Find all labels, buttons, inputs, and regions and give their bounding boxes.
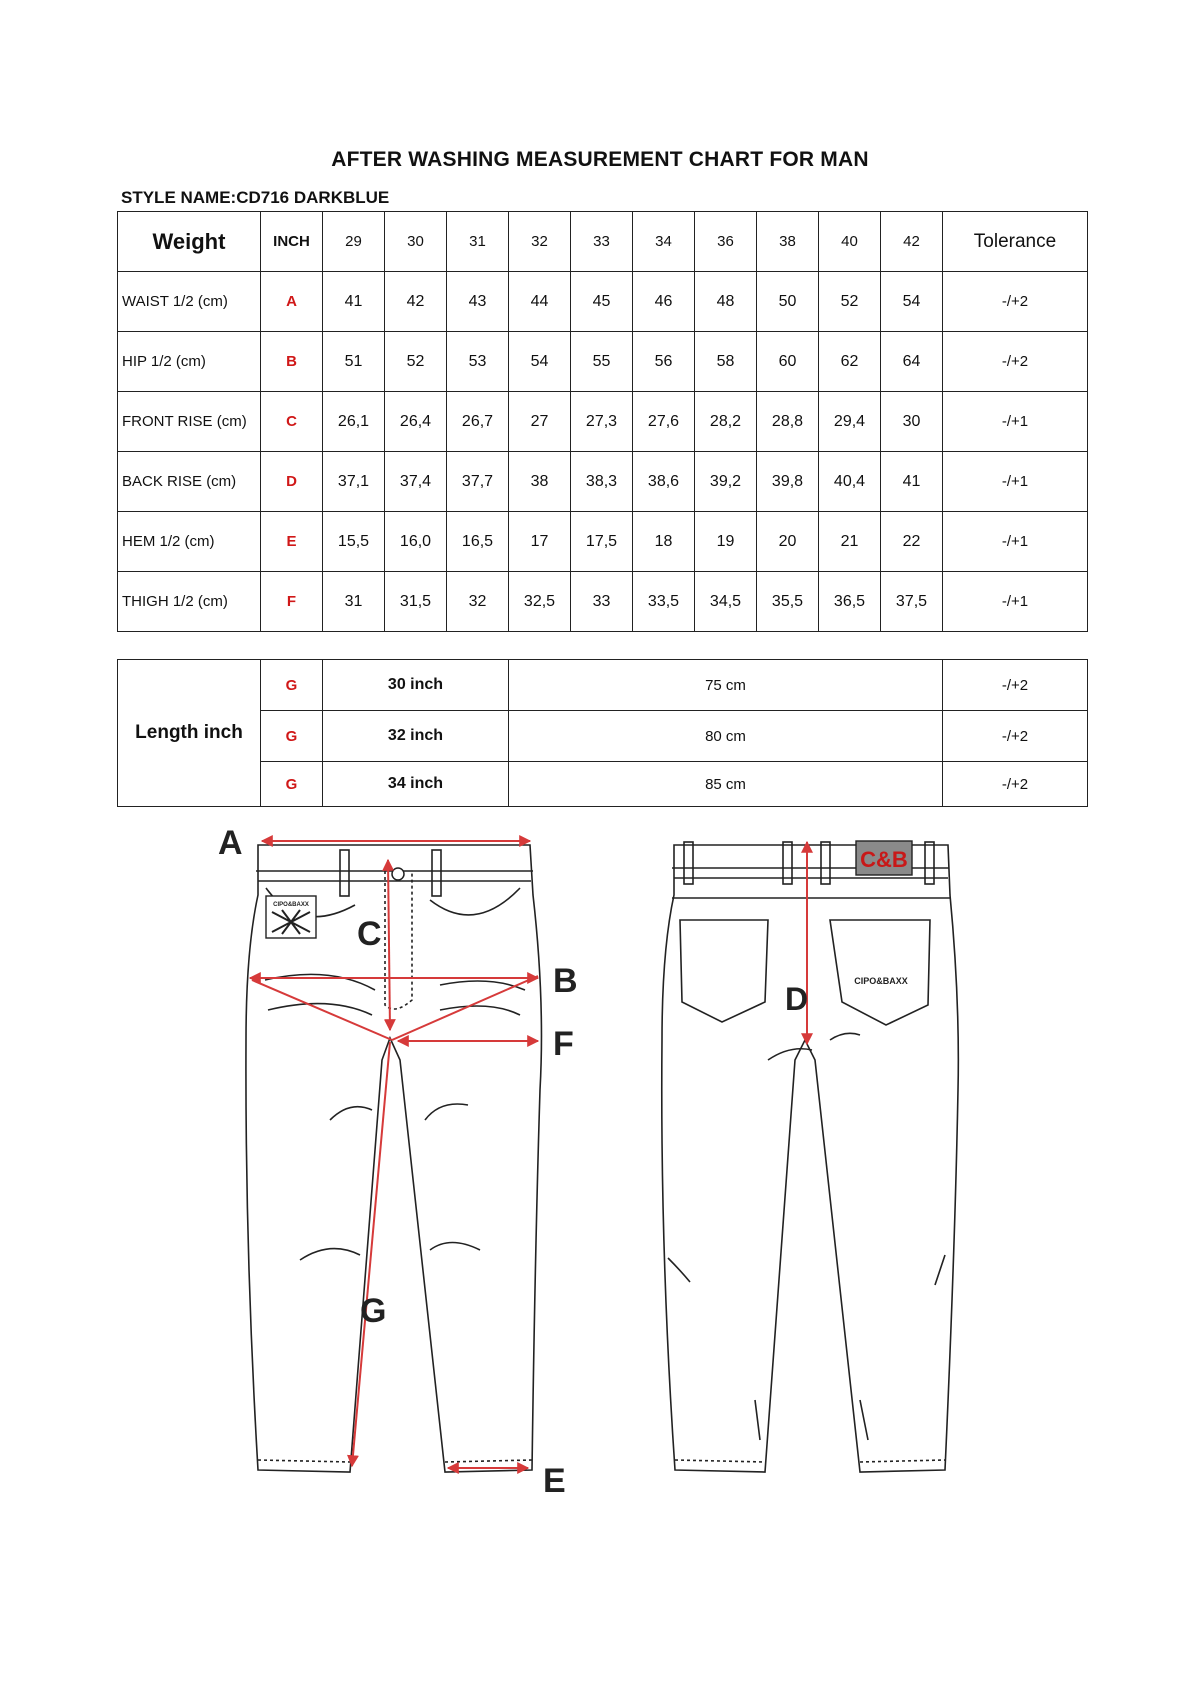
row-value: 40,4 <box>819 452 881 512</box>
marker-g: G <box>360 1292 387 1330</box>
measure-line-b-diag-2 <box>392 976 538 1040</box>
row-value: 31,5 <box>385 572 447 632</box>
row-value: 30 <box>881 392 943 452</box>
row-value: 21 <box>819 512 881 572</box>
row-value: 41 <box>323 272 385 332</box>
row-value: 31 <box>323 572 385 632</box>
row-value: 42 <box>385 272 447 332</box>
marker-b: B <box>553 962 578 1000</box>
row-value: 32,5 <box>509 572 571 632</box>
belt-loop <box>340 850 349 896</box>
row-value: 34,5 <box>695 572 757 632</box>
row-label: THIGH 1/2 (cm) <box>118 572 261 632</box>
row-value: 18 <box>633 512 695 572</box>
marker-c: C <box>357 915 382 953</box>
header-size: 29 <box>323 212 385 272</box>
row-label: HIP 1/2 (cm) <box>118 332 261 392</box>
back-left-pocket <box>680 920 768 1022</box>
length-tolerance: -/+2 <box>943 711 1088 762</box>
marker-d: D <box>785 981 809 1017</box>
row-value: 28,8 <box>757 392 819 452</box>
header-tolerance: Tolerance <box>943 212 1088 272</box>
header-size: 33 <box>571 212 633 272</box>
length-code: G <box>261 762 323 807</box>
row-code: B <box>261 332 323 392</box>
length-inch: 32 inch <box>323 711 509 762</box>
row-value: 27,6 <box>633 392 695 452</box>
row-value: 36,5 <box>819 572 881 632</box>
row-value: 29,4 <box>819 392 881 452</box>
page-title: AFTER WASHING MEASUREMENT CHART FOR MAN <box>331 148 869 171</box>
row-value: 26,7 <box>447 392 509 452</box>
row-code: F <box>261 572 323 632</box>
row-value: 19 <box>695 512 757 572</box>
row-value: 51 <box>323 332 385 392</box>
row-value: 26,1 <box>323 392 385 452</box>
row-value: 45 <box>571 272 633 332</box>
row-value: 27,3 <box>571 392 633 452</box>
row-tolerance: -/+2 <box>943 332 1088 392</box>
back-creases <box>668 1033 945 1440</box>
row-value: 37,1 <box>323 452 385 512</box>
length-tolerance: -/+2 <box>943 660 1088 711</box>
back-hem <box>675 1460 945 1462</box>
header-size: 40 <box>819 212 881 272</box>
row-value: 53 <box>447 332 509 392</box>
brand-patch <box>856 841 912 875</box>
row-code: A <box>261 272 323 332</box>
row-value: 38 <box>509 452 571 512</box>
length-code: G <box>261 711 323 762</box>
header-weight: Weight <box>118 212 261 272</box>
front-creases <box>265 974 525 1260</box>
header-size: 31 <box>447 212 509 272</box>
measure-line-b-diag-1 <box>252 980 392 1040</box>
row-value: 60 <box>757 332 819 392</box>
row-value: 20 <box>757 512 819 572</box>
row-value: 33,5 <box>633 572 695 632</box>
header-size: 36 <box>695 212 757 272</box>
row-label: FRONT RISE (cm) <box>118 392 261 452</box>
row-code: C <box>261 392 323 452</box>
button-icon <box>392 868 404 880</box>
header-inch: INCH <box>261 212 323 272</box>
header-size: 42 <box>881 212 943 272</box>
row-value: 50 <box>757 272 819 332</box>
row-value: 37,4 <box>385 452 447 512</box>
row-value: 28,2 <box>695 392 757 452</box>
row-value: 27 <box>509 392 571 452</box>
coin-pocket-label: CIPO&BAXX <box>273 902 309 908</box>
length-inch: 34 inch <box>323 762 509 807</box>
back-view-jeans <box>662 842 959 1472</box>
row-value: 54 <box>509 332 571 392</box>
front-view-jeans <box>246 845 542 1472</box>
header-size: 34 <box>633 212 695 272</box>
marker-f: F <box>553 1025 574 1063</box>
row-value: 26,4 <box>385 392 447 452</box>
row-code: E <box>261 512 323 572</box>
row-value: 44 <box>509 272 571 332</box>
length-cm: 75 cm <box>509 660 943 711</box>
back-outline <box>662 845 959 1472</box>
row-tolerance: -/+2 <box>943 272 1088 332</box>
row-value: 15,5 <box>323 512 385 572</box>
brand-patch-label: C&B <box>860 847 908 872</box>
row-tolerance: -/+1 <box>943 572 1088 632</box>
row-value: 62 <box>819 332 881 392</box>
row-value: 55 <box>571 332 633 392</box>
row-value: 52 <box>819 272 881 332</box>
row-value: 54 <box>881 272 943 332</box>
length-label: Length inch <box>118 660 261 807</box>
row-tolerance: -/+1 <box>943 452 1088 512</box>
measure-line-c <box>388 860 390 1030</box>
row-label: WAIST 1/2 (cm) <box>118 272 261 332</box>
row-value: 32 <box>447 572 509 632</box>
row-label: HEM 1/2 (cm) <box>118 512 261 572</box>
row-code: D <box>261 452 323 512</box>
row-tolerance: -/+1 <box>943 392 1088 452</box>
row-value: 38,3 <box>571 452 633 512</box>
row-value: 33 <box>571 572 633 632</box>
marker-a: A <box>218 824 243 862</box>
belt-loop <box>432 850 441 896</box>
style-name: STYLE NAME:CD716 DARKBLUE <box>121 188 390 207</box>
back-pocket-label: CIPO&BAXX <box>854 976 908 986</box>
coin-pocket-patch <box>266 896 316 938</box>
header-size: 30 <box>385 212 447 272</box>
front-outline <box>246 845 542 1472</box>
header-size: 32 <box>509 212 571 272</box>
row-value: 16,5 <box>447 512 509 572</box>
row-value: 41 <box>881 452 943 512</box>
row-tolerance: -/+1 <box>943 512 1088 572</box>
length-inch: 30 inch <box>323 660 509 711</box>
front-right-pocket <box>430 888 520 915</box>
length-tolerance: -/+2 <box>943 762 1088 807</box>
back-right-pocket <box>830 920 930 1025</box>
length-cm: 85 cm <box>509 762 943 807</box>
row-value: 16,0 <box>385 512 447 572</box>
row-value: 22 <box>881 512 943 572</box>
row-value: 64 <box>881 332 943 392</box>
row-value: 43 <box>447 272 509 332</box>
row-value: 58 <box>695 332 757 392</box>
row-value: 37,5 <box>881 572 943 632</box>
length-cm: 80 cm <box>509 711 943 762</box>
marker-e: E <box>543 1462 566 1500</box>
length-code: G <box>261 660 323 711</box>
row-value: 38,6 <box>633 452 695 512</box>
row-value: 48 <box>695 272 757 332</box>
header-size: 38 <box>757 212 819 272</box>
row-value: 52 <box>385 332 447 392</box>
row-value: 17,5 <box>571 512 633 572</box>
row-value: 17 <box>509 512 571 572</box>
row-value: 56 <box>633 332 695 392</box>
front-hem <box>258 1460 532 1462</box>
row-value: 39,2 <box>695 452 757 512</box>
row-value: 46 <box>633 272 695 332</box>
row-value: 39,8 <box>757 452 819 512</box>
row-value: 37,7 <box>447 452 509 512</box>
row-label: BACK RISE (cm) <box>118 452 261 512</box>
row-value: 35,5 <box>757 572 819 632</box>
